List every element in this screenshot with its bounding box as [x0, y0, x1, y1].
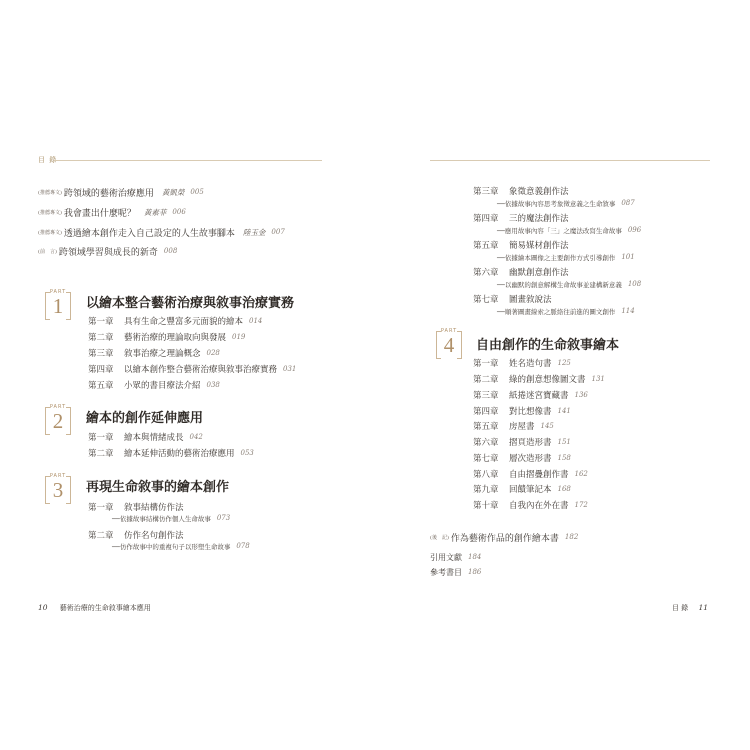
chapter-page: 162 [574, 470, 588, 478]
chapter-entry[interactable] [88, 430, 203, 444]
part-number: 3 [52, 478, 64, 502]
chapter-page: 073 [216, 514, 231, 522]
chapter-label: 第七章 [473, 295, 499, 305]
chapter-title: 自我內在外在書 [509, 501, 569, 511]
chapter-title: 三的魔法創作法 [509, 214, 569, 224]
entry-title: 作為藝術作品的創作繪本書 [450, 533, 559, 544]
chapter-label: 第十章 [473, 501, 499, 511]
entry-page: 182 [564, 533, 579, 541]
chapter-page: 172 [574, 501, 588, 509]
part-title[interactable]: 繪本的創作延伸應用 [86, 411, 204, 426]
chapter-title: 藝術治療的理論取向與發展 [124, 333, 227, 343]
page-number: 11 [698, 603, 709, 612]
chapter-page: 114 [621, 307, 635, 315]
chapter-title: 具有生命之豐富多元面貌的繪本 [124, 317, 244, 327]
chapter-label: 第二章 [473, 375, 499, 385]
chapter-label: 第三章 [88, 349, 114, 359]
chapter-subtitle[interactable] [497, 305, 635, 317]
chapter-title: 小眾的書目療法介紹 [124, 381, 201, 391]
toc-entry[interactable] [38, 225, 285, 239]
chapter-page: 131 [591, 375, 605, 383]
chapter-label: 第六章 [473, 438, 499, 448]
chapter-entry[interactable] [473, 184, 569, 198]
entry-page: 006 [172, 208, 186, 216]
chapter-subtitle[interactable] [497, 251, 635, 263]
page-footer [672, 603, 708, 613]
part-title[interactable]: 再現生命敘事的繪本創作 [86, 480, 230, 495]
chapter-title: 敘事治療之理論概念 [124, 349, 201, 359]
part-number: 4 [443, 333, 455, 357]
chapter-page: 042 [189, 433, 203, 441]
header-rule [430, 160, 710, 161]
chapter-page: 141 [557, 407, 571, 415]
part-badge [45, 289, 71, 323]
chapter-entry[interactable] [473, 388, 588, 402]
running-title: 目 錄 [672, 604, 689, 612]
entry-author: 陸玉金 [242, 227, 266, 237]
chapter-title: 繪本與情緒成長 [124, 433, 184, 443]
chapter-subtitle[interactable] [497, 197, 635, 209]
chapter-label: 第七章 [473, 454, 499, 464]
chapter-page: 028 [206, 349, 220, 357]
entry-author: 黃凱榮 [161, 187, 185, 197]
entry-title: 透過繪本創作走入自己設定的人生故事腳本 [63, 228, 235, 239]
chapter-page: 096 [627, 226, 642, 234]
chapter-page: 101 [621, 253, 635, 261]
chapter-page: 108 [627, 280, 642, 288]
entry-title: 我會畫出什麼呢？ [63, 208, 136, 219]
chapter-title: 敘事結構仿作法 [124, 503, 184, 513]
header-rule [54, 160, 322, 161]
chapter-label: 第四章 [473, 407, 499, 417]
subtitle-text: ──仿作故事中的重複句子以形塑生命故事 [112, 542, 231, 551]
chapter-entry[interactable] [88, 378, 220, 392]
chapter-title: 仿作名句創作法 [124, 531, 184, 541]
part-label: PART [49, 289, 67, 295]
chapter-title: 對比想像書 [509, 407, 552, 417]
entry-tag: (後 記) [430, 534, 449, 541]
entry-title: 跨領域學習與成長的新奇 [58, 247, 158, 258]
chapter-page: 031 [283, 365, 297, 373]
toc-entry[interactable] [38, 244, 177, 258]
chapter-entry[interactable] [88, 314, 262, 328]
chapter-title: 幽默創意創作法 [509, 268, 569, 278]
chapter-page: 151 [557, 438, 571, 446]
chapter-entry[interactable] [473, 419, 554, 433]
chapter-title: 以繪本創作整合藝術治療與敘事治療實務 [124, 365, 278, 375]
chapter-page: 038 [206, 381, 220, 389]
chapter-entry[interactable] [473, 265, 569, 279]
chapter-entry[interactable] [88, 346, 220, 360]
page-footer [38, 603, 151, 613]
part-badge [436, 328, 462, 362]
page-number: 10 [38, 603, 48, 612]
chapter-page: 125 [557, 359, 571, 367]
toc-entry[interactable] [430, 550, 481, 564]
chapter-entry[interactable] [473, 498, 588, 512]
part-badge [45, 404, 71, 438]
subtitle-text: ──以幽默的創意解構生命故事並建構新意義 [497, 280, 622, 289]
chapter-subtitle[interactable] [497, 224, 641, 236]
subtitle-text: ──順著圖畫線索之脈絡往前進的圖文創作 [497, 307, 616, 316]
chapter-label: 第一章 [473, 359, 499, 369]
chapter-label: 第一章 [88, 317, 114, 327]
chapter-label: 第一章 [88, 503, 114, 513]
chapter-entry[interactable] [88, 446, 254, 460]
chapter-label: 第六章 [473, 268, 499, 278]
entry-page: 007 [271, 228, 285, 236]
chapter-title: 紙捲迷宮寶藏書 [509, 391, 569, 401]
chapter-subtitle[interactable] [497, 278, 641, 290]
chapter-page: 014 [249, 317, 263, 325]
chapter-page: 053 [240, 449, 254, 457]
toc-entry[interactable] [38, 185, 204, 199]
part-number: 1 [52, 294, 64, 318]
part-label: PART [49, 404, 67, 410]
toc-heading: 目 錄 [38, 156, 58, 164]
chapter-entry[interactable] [473, 482, 571, 496]
toc-entry[interactable] [430, 565, 481, 579]
entry-title: 引用文獻 [430, 552, 462, 562]
part-label: PART [49, 473, 67, 479]
chapter-title: 圖畫敘說法 [509, 295, 552, 305]
chapter-page: 087 [621, 199, 635, 207]
chapter-entry[interactable] [88, 330, 245, 344]
toc-entry[interactable] [430, 530, 578, 544]
chapter-label: 第二章 [88, 449, 114, 459]
entry-tag: (推薦專文) [38, 229, 62, 236]
chapter-page: 168 [557, 485, 571, 493]
running-title: 藝術治療的生命敘事繪本應用 [59, 604, 151, 612]
chapter-title: 層次造形書 [509, 454, 552, 464]
part-badge [45, 473, 71, 507]
chapter-label: 第五章 [473, 241, 499, 251]
entry-author: 黃素菲 [143, 207, 167, 217]
entry-page: 184 [468, 553, 482, 561]
entry-page: 005 [190, 188, 204, 196]
chapter-entry[interactable] [473, 451, 571, 465]
chapter-label: 第四章 [473, 214, 499, 224]
chapter-label: 第四章 [88, 365, 114, 375]
entry-title: 參考書目 [430, 567, 462, 577]
chapter-entry[interactable] [473, 467, 588, 481]
entry-page: 186 [468, 568, 482, 576]
chapter-title: 綠的創意想像圖文書 [509, 375, 586, 385]
chapter-title: 回饋筆記本 [509, 485, 552, 495]
chapter-page: 078 [236, 542, 250, 550]
entry-title: 跨領域的藝術治療應用 [63, 188, 154, 199]
chapter-entry[interactable] [473, 211, 569, 225]
part-label: PART [440, 328, 458, 334]
entry-page: 008 [163, 247, 178, 255]
chapter-label: 第五章 [473, 422, 499, 432]
toc-entry[interactable] [38, 205, 186, 219]
subtitle-text: ──依據繪本圖像之主要創作方式引導創作 [497, 253, 616, 262]
chapter-entry[interactable] [473, 435, 571, 449]
chapter-title: 姓名造句書 [509, 359, 552, 369]
chapter-page: 136 [574, 391, 588, 399]
chapter-title: 自由摺疊創作書 [509, 470, 569, 480]
chapter-page: 019 [232, 333, 246, 341]
chapter-label: 第二章 [88, 531, 114, 541]
chapter-title: 象徵意義創作法 [509, 187, 569, 197]
chapter-title: 簡易媒材創作法 [509, 241, 569, 251]
chapter-label: 第八章 [473, 470, 499, 480]
chapter-entry[interactable] [473, 372, 605, 386]
part-number: 2 [52, 409, 64, 433]
chapter-label: 第三章 [473, 187, 499, 197]
chapter-page: 145 [540, 422, 554, 430]
chapter-label: 第三章 [473, 391, 499, 401]
subtitle-text: ──依據故事結構仿作個人生命故事 [112, 514, 211, 523]
entry-tag: (前 言) [38, 248, 57, 255]
chapter-entry[interactable] [473, 404, 571, 418]
subtitle-text: ──依據故事內容思考象徵意義之生命敘事 [497, 199, 616, 208]
right-page [375, 0, 750, 750]
chapter-label: 第一章 [88, 433, 114, 443]
chapter-title: 房屋書 [509, 422, 535, 432]
chapter-label: 第五章 [88, 381, 114, 391]
chapter-subtitle[interactable] [112, 512, 230, 524]
chapter-entry[interactable] [88, 362, 296, 376]
chapter-entry[interactable] [473, 356, 571, 370]
chapter-title: 繪本延伸活動的藝術治療應用 [124, 449, 235, 459]
chapter-entry[interactable] [473, 238, 569, 252]
subtitle-text: ──應用故事內容「三」之魔法改寫生命故事 [497, 226, 622, 235]
chapter-page: 158 [557, 454, 571, 462]
chapter-title: 摺頁造形書 [509, 438, 552, 448]
entry-tag: (推薦專文) [38, 189, 62, 196]
chapter-subtitle[interactable] [112, 540, 250, 552]
chapter-entry[interactable] [473, 292, 552, 306]
entry-tag: (推薦專文) [38, 209, 62, 216]
part-title[interactable]: 自由創作的生命敘事繪本 [476, 338, 620, 353]
chapter-label: 第二章 [88, 333, 114, 343]
part-title[interactable]: 以繪本整合藝術治療與敘事治療實務 [86, 296, 295, 311]
chapter-label: 第九章 [473, 485, 499, 495]
